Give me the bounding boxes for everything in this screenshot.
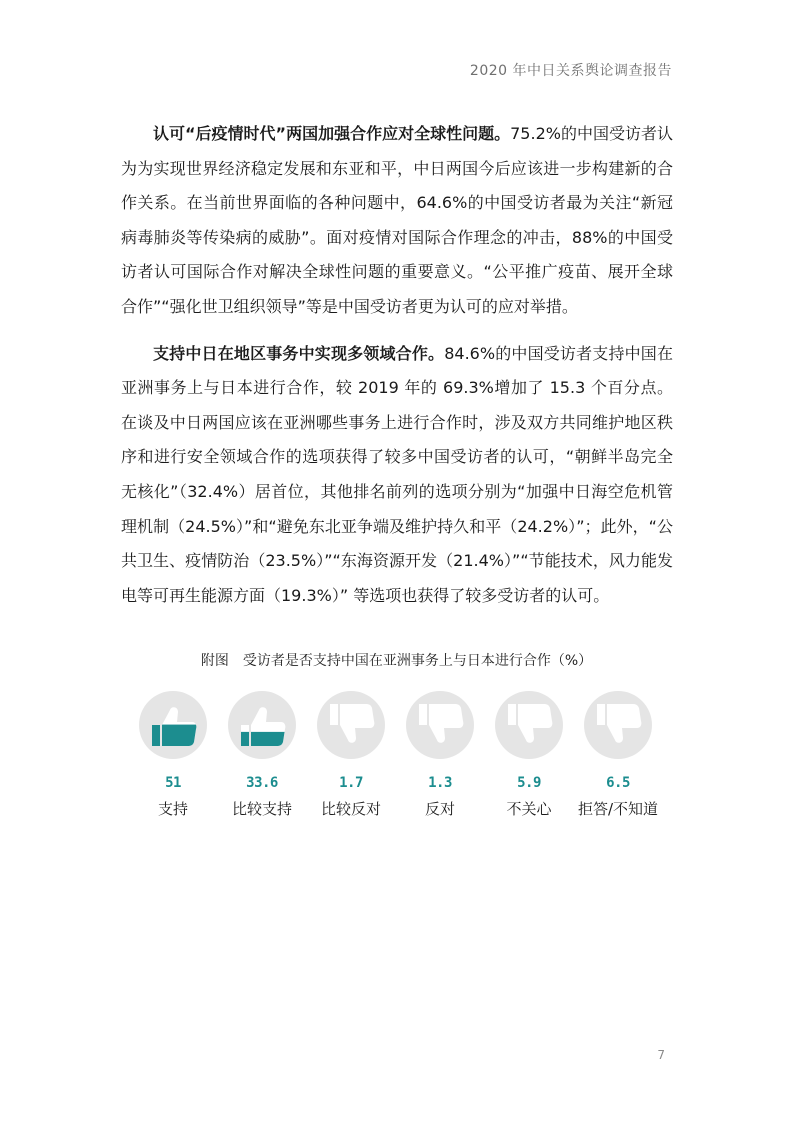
value-label: 6.5 — [606, 775, 630, 791]
value-label: 5.9 — [517, 775, 541, 791]
category-label: 支持 — [157, 800, 188, 818]
thumbs-down-icon — [583, 690, 653, 760]
value-label: 33.6 — [246, 775, 278, 791]
chart-item — [227, 690, 297, 819]
value-label: 1.3 — [428, 775, 452, 791]
paragraph-1-lead: 认可“后疫情时代”两国加强合作应对全球性问题。 — [153, 124, 511, 143]
category-label: 比较反对 — [320, 800, 381, 818]
category-label: 比较支持 — [231, 800, 292, 818]
category-label: 反对 — [424, 800, 455, 818]
pictograph-chart — [138, 690, 663, 830]
paragraph-1-body: 75.2%的中国受访者认为为实现世界经济稳定发展和东亚和平，中日两国今后应该进一步构建新的合作关系。在当前世界面临的各种问题中，64.6%的中国受访者最为关注“新冠病毒肺炎等传染病的威胁”。面对疫情对国际合作理念的冲击，88%的中国受访者认可国际合作对解决全球性问题的重要意义。“公平推广疫苗、展开全球合作”“强化世卫组织领导”等是中国受访者更为认可的应对举措。 — [121, 124, 673, 316]
report-header-title: 2020 年中日关系舆论调查报告 — [469, 63, 672, 79]
figure-caption: 附图 受访者是否支持中国在亚洲事务上与日本进行合作（%） — [200, 653, 593, 669]
report-body — [121, 117, 673, 625]
value-label: 1.7 — [339, 775, 363, 791]
thumbs-down-icon — [494, 690, 564, 760]
thumbs-down-icon — [316, 690, 386, 760]
paragraph-2 — [121, 337, 673, 614]
chart-item — [405, 690, 475, 819]
chart-item — [577, 690, 659, 819]
thumbs-up-icon — [227, 690, 297, 760]
chart-item — [316, 690, 386, 819]
category-label: 拒答/不知道 — [577, 800, 659, 818]
chart-item — [494, 690, 564, 819]
category-label: 不关心 — [506, 800, 552, 818]
thumbs-up-icon — [138, 690, 208, 760]
paragraph-2-body: 84.6%的中国受访者支持中国在亚洲事务上与日本进行合作，较 2019 年的 69.3%增加了 15.3 个百分点。在谈及中日两国应该在亚洲哪些事务上进行合作时，涉及双方共同维护地区秩序和进行安全领域合作的选项获得了较多中国受访者的认可，“朝鲜半岛完全无核化”（32.4%）居首位，其他排名前列的选项分别为“加强中日海空危机管理机制（24.5%）”和“避免东北亚争端及维护持久和平（24.2%）”；此外，“公共卫生、疫情防治（23.5%）”“东海资源开发（21.4%）”“节能技术，风力能发电等可再生能源方面（19.3%）” 等选项也获得了较多受访者的认可。 — [121, 343, 673, 605]
paragraph-2-lead: 支持中日在地区事务中实现多领域合作。 — [153, 343, 445, 363]
value-label: 51 — [165, 775, 181, 791]
page-number: 7 — [657, 1048, 665, 1062]
paragraph-1 — [121, 117, 673, 325]
thumbs-down-icon — [405, 690, 475, 760]
chart-item — [138, 690, 208, 819]
